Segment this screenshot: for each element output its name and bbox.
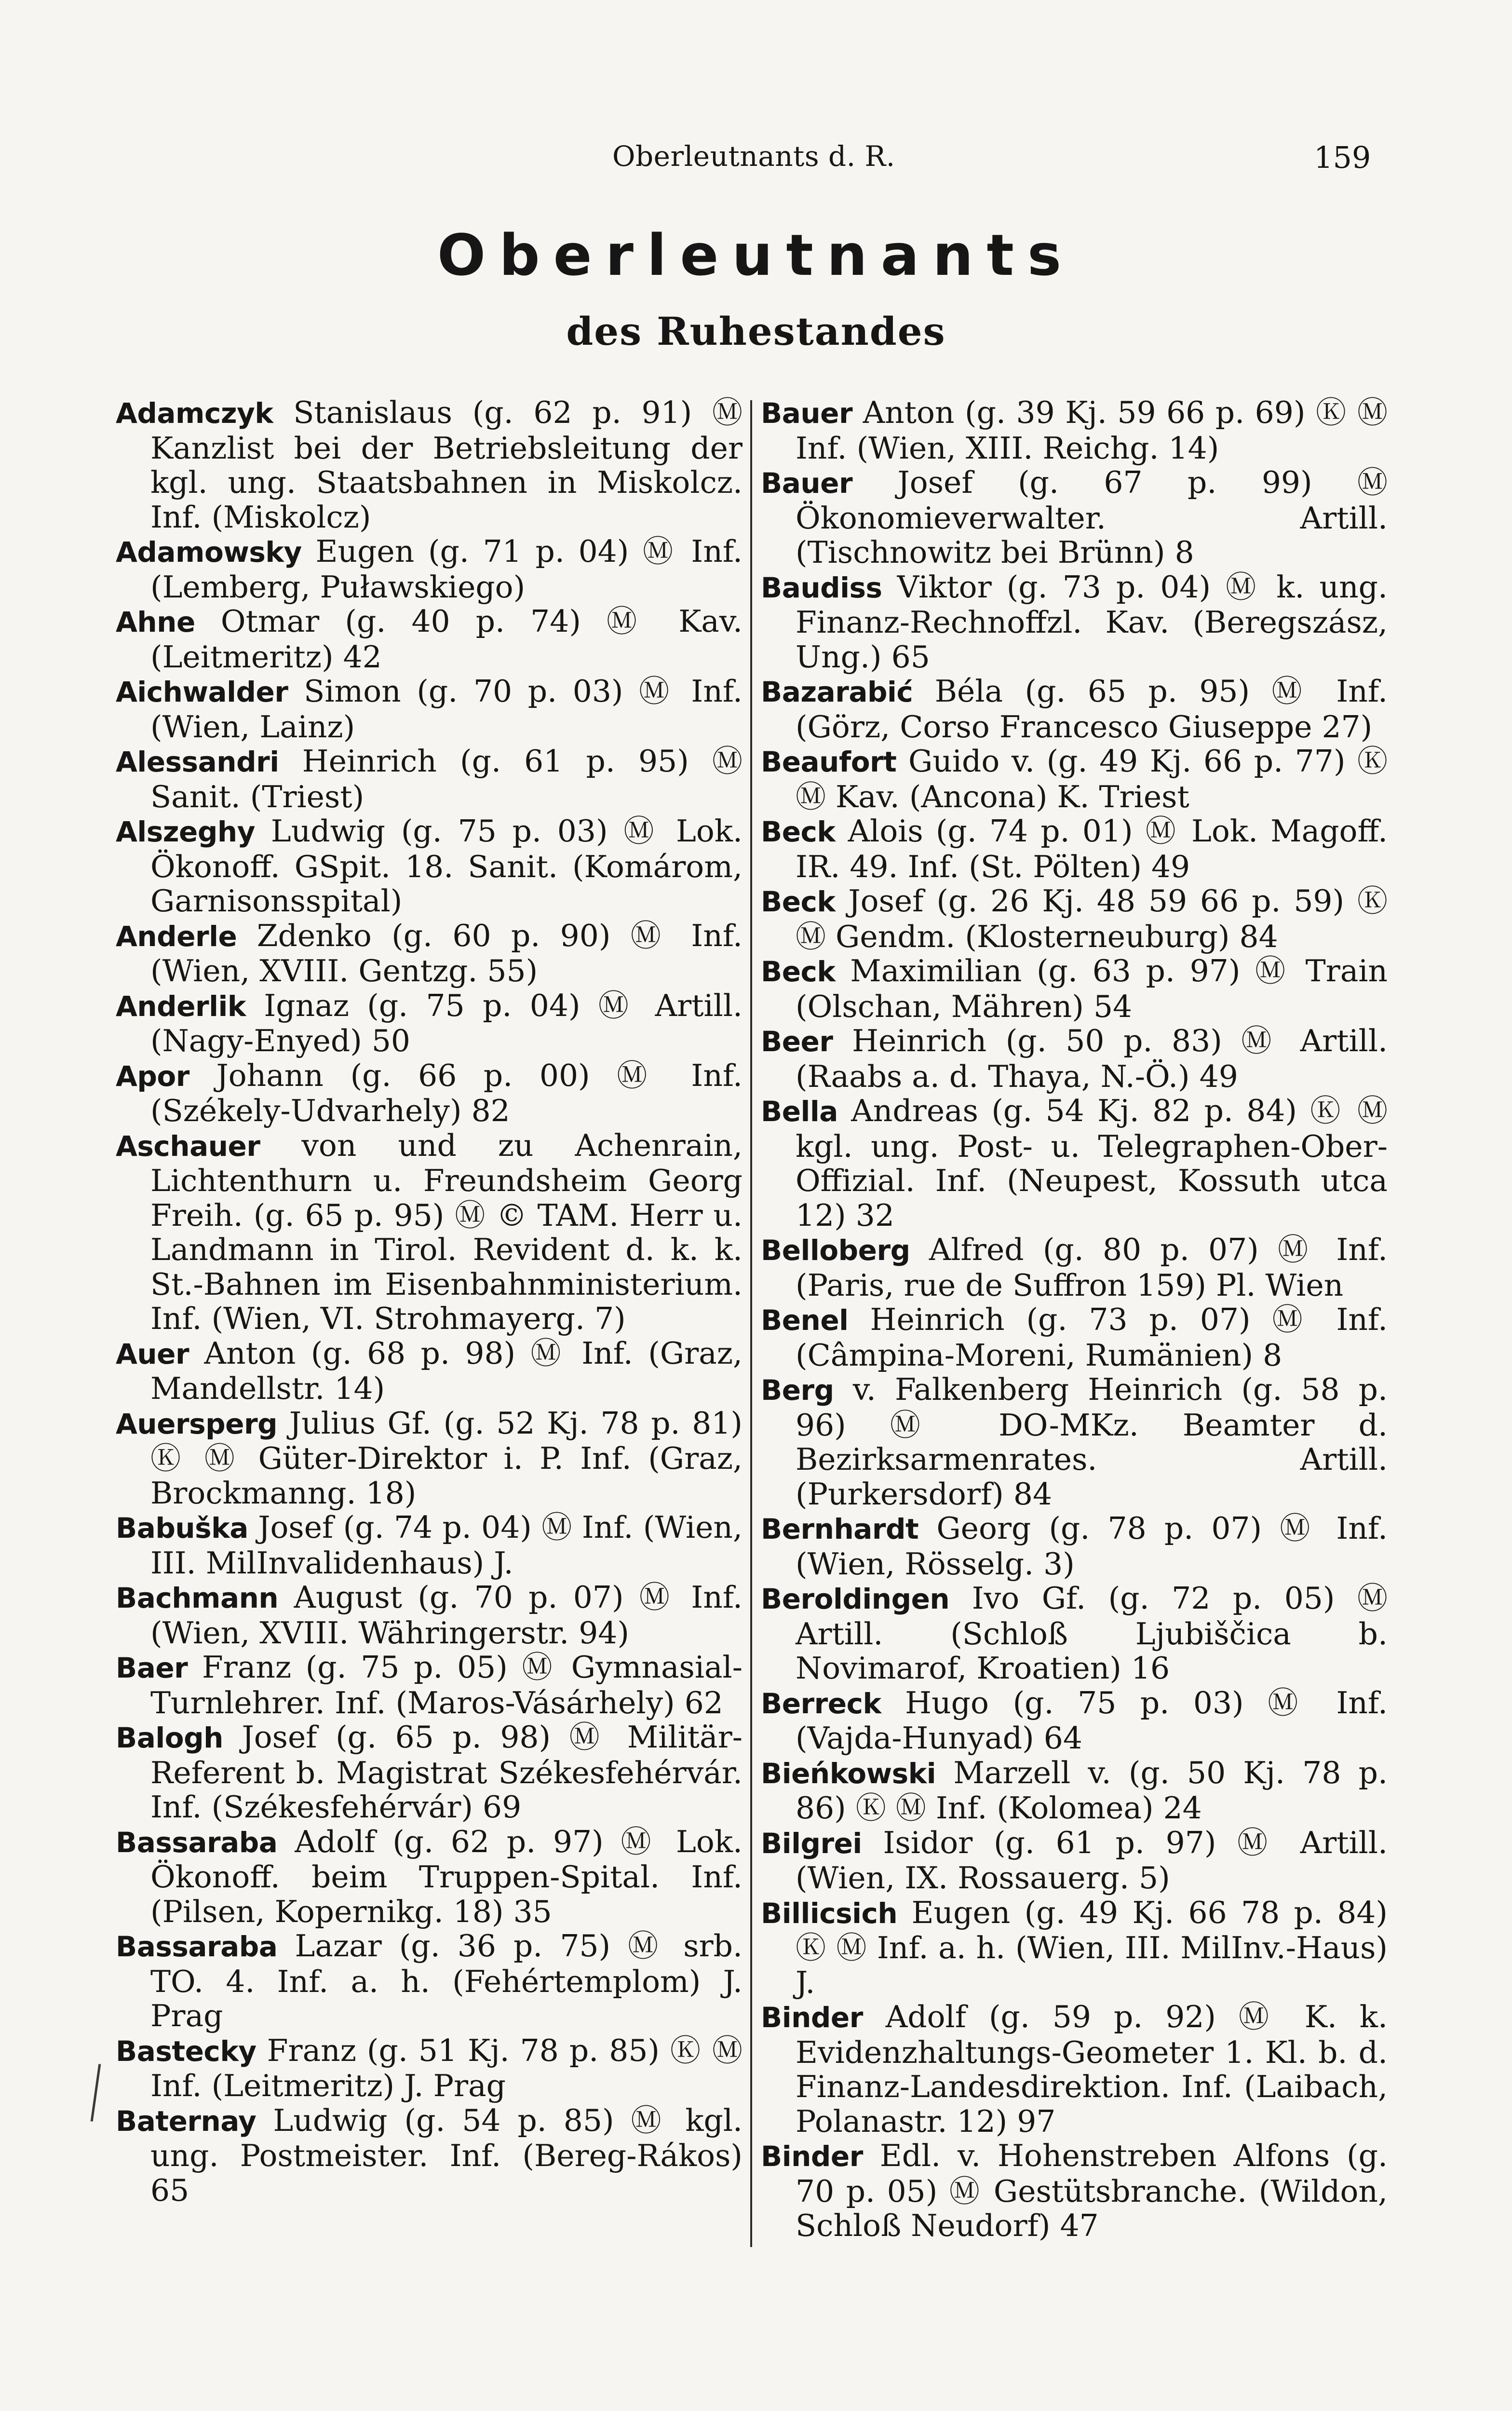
entry-surname: Bieńkowski <box>761 1757 936 1790</box>
entry-details: August (g. 70 p. 07) Ⓜ Inf. (Wien, XVIII. Währingerstr. 94) <box>150 1580 742 1651</box>
entry-details: Alois (g. 74 p. 01) Ⓜ Lok. Magoff. IR. 49. Inf. (St. Pölten) 49 <box>796 813 1388 884</box>
left-column <box>116 395 742 2208</box>
entry-surname: Bassaraba <box>116 1930 278 1963</box>
list-item <box>116 744 742 814</box>
entry-details: Josef (g. 26 Kj. 48 59 66 p. 59) Ⓚ Ⓜ Gendm. (Klosterneuburg) 84 <box>796 883 1388 954</box>
list-item <box>116 1510 742 1580</box>
entry-details: Franz (g. 75 p. 05) Ⓜ Gymnasial-Turnlehrer. Inf. (Maros-Vásárhely) 62 <box>150 1650 742 1720</box>
entry-surname: Berreck <box>761 1687 881 1720</box>
list-item <box>761 1686 1388 1756</box>
entry-details: Stanislaus (g. 62 p. 91) Ⓜ Kanzlist bei der Betriebsleitung der kgl. ung. Staatsbahnen in Miskolcz. Inf. (Miskolcz) <box>150 395 742 535</box>
list-item <box>116 2033 742 2103</box>
entry-surname: Beaufort <box>761 745 897 778</box>
list-item <box>761 744 1388 814</box>
list-item <box>116 1720 742 1825</box>
entry-details: Franz (g. 51 Kj. 78 p. 85) Ⓚ Ⓜ Inf. (Leitmeritz) J. Prag <box>150 2032 742 2103</box>
entry-surname: Benel <box>761 1304 849 1337</box>
list-item <box>761 1094 1388 1233</box>
list-item <box>761 1581 1388 1686</box>
entry-details: Josef (g. 74 p. 04) Ⓜ Inf. (Wien, III. MilInvalidenhaus) J. <box>150 1510 743 1581</box>
list-item <box>116 1058 742 1128</box>
entry-surname: Bassaraba <box>116 1826 278 1859</box>
entry-details: Heinrich (g. 73 p. 07) Ⓜ Inf. (Câmpina-Moreni, Rumänien) 8 <box>796 1302 1388 1373</box>
entry-details: Edl. v. Hohenstreben Alfons (g. 70 p. 05) Ⓜ Gestütsbranche. (Wildon, Schloß Neudorf) 47 <box>796 2138 1388 2243</box>
entry-details: Josef (g. 67 p. 99) Ⓜ Ökonomieverwalter. Artill. (Tischnowitz bei Brünn) 8 <box>796 465 1388 570</box>
entry-details: Marzell v. (g. 50 Kj. 78 p. 86) Ⓚ Ⓜ Inf. (Kolomea) 24 <box>796 1755 1388 1826</box>
list-item <box>116 1336 742 1406</box>
list-item <box>116 1128 742 1336</box>
section-title: Oberleutnants <box>437 222 1075 288</box>
entry-details: Isidor (g. 61 p. 97) Ⓜ Artill. (Wien, IX. Rossauerg. 5) <box>796 1825 1388 1896</box>
list-item <box>761 465 1388 570</box>
entry-details: Eugen (g. 71 p. 04) Ⓜ Inf. (Lemberg, Puławskiego) <box>150 534 742 605</box>
entry-surname: Apor <box>116 1059 189 1093</box>
entry-details: Anton (g. 68 p. 98) Ⓜ Inf. (Graz, Mandellstr. 14) <box>150 1335 742 1406</box>
entry-surname: Balogh <box>116 1721 223 1754</box>
entry-surname: Alszeghy <box>116 815 256 848</box>
entry-details: Anton (g. 39 Kj. 59 66 p. 69) Ⓚ Ⓜ Inf. (Wien, XIII. Reichg. 14) <box>796 395 1388 466</box>
entry-details: Béla (g. 65 p. 95) Ⓜ Inf. (Görz, Corso Francesco Giuseppe 27) <box>796 674 1388 745</box>
list-item <box>761 2000 1388 2139</box>
entry-surname: Auersperg <box>116 1407 278 1440</box>
entry-details: Guido v. (g. 49 Kj. 66 p. 77) Ⓚ Ⓜ Kav. (Ancona) K. Triest <box>796 744 1388 814</box>
list-item <box>116 674 742 744</box>
entry-surname: Binder <box>761 2001 863 2034</box>
entry-details: Andreas (g. 54 Kj. 82 p. 84) Ⓚ Ⓜ kgl. ung. Post- u. Telegraphen-Ober-Offizial. Inf. (Neupest, Kossuth utca 12) 32 <box>796 1093 1388 1233</box>
column-divider <box>750 400 752 2247</box>
entry-details: Ivo Gf. (g. 72 p. 05) Ⓜ Artill. (Schloß Ljubiščica b. Novimarof, Kroatien) 16 <box>796 1581 1388 1686</box>
entry-details: Josef (g. 65 p. 98) Ⓜ Militär-Referent b. Magistrat Székesfehérvár. Inf. (Székesfehérvár) 69 <box>150 1720 742 1825</box>
entry-surname: Baer <box>116 1652 188 1684</box>
entry-details: Eugen (g. 49 Kj. 66 78 p. 84) Ⓚ Ⓜ Inf. a. h. (Wien, III. MilInv.-Haus) J. <box>796 1895 1388 2000</box>
list-item <box>116 1406 742 1511</box>
entry-surname: Bauer <box>761 467 853 500</box>
entry-surname: Baternay <box>116 2104 256 2138</box>
entry-surname: Beck <box>761 885 836 918</box>
entry-details: Julius Gf. (g. 52 Kj. 78 p. 81) Ⓚ Ⓜ Güter-Direktor i. P. Inf. (Graz, Brockmanng. 18) <box>150 1405 743 1511</box>
entry-details: Lazar (g. 36 p. 75) Ⓜ srb. TO. 4. Inf. a. h. (Fehértemplom) J. Prag <box>150 1928 742 2033</box>
list-item <box>761 1024 1388 1094</box>
entry-surname: Aschauer <box>116 1129 260 1163</box>
entry-details: Ludwig (g. 54 p. 85) Ⓜ kgl. ung. Postmeister. Inf. (Bereg-Rákos) 65 <box>150 2102 742 2208</box>
entry-details: Hugo (g. 75 p. 03) Ⓜ Inf. (Vajda-Hunyad) 64 <box>796 1685 1388 1756</box>
list-item <box>116 1580 742 1650</box>
entry-surname: Bastecky <box>116 2034 256 2068</box>
margin-pencil-mark <box>91 2064 101 2122</box>
entry-details: Adolf (g. 62 p. 97) Ⓜ Lok. Ökonoff. beim Truppen-Spital. Inf. (Pilsen, Kopernikg. 18) 35 <box>150 1824 742 1929</box>
entry-details: Otmar (g. 40 p. 74) Ⓜ Kav. (Leitmeritz) 42 <box>150 604 742 675</box>
list-item <box>116 814 742 919</box>
entry-details: Simon (g. 70 p. 03) Ⓜ Inf. (Wien, Lainz) <box>150 674 742 745</box>
entry-surname: Baudiss <box>761 571 882 604</box>
list-item <box>761 1372 1388 1511</box>
entry-details: Heinrich (g. 61 p. 95) Ⓜ Sanit. (Triest) <box>150 744 742 814</box>
right-column <box>761 395 1388 2243</box>
list-item <box>761 954 1388 1024</box>
list-item <box>761 814 1388 884</box>
list-item <box>116 1929 742 2033</box>
list-item <box>116 604 742 674</box>
entry-details: Adolf (g. 59 p. 92) Ⓜ K. k. Evidenzhaltungs-Geometer 1. Kl. b. d. Finanz-Landesdirektion. Inf. (Laibach, Polanastr. 12) 97 <box>796 1999 1388 2139</box>
entry-surname: Bernhardt <box>761 1513 919 1545</box>
entry-surname: Alessandri <box>116 745 279 778</box>
entry-surname: Adamczyk <box>116 397 273 430</box>
list-item <box>116 2103 742 2208</box>
entry-surname: Beroldingen <box>761 1583 950 1615</box>
entry-details: Maximilian (g. 63 p. 97) Ⓜ Train (Olschan, Mähren) 54 <box>796 953 1388 1024</box>
list-item <box>761 395 1388 465</box>
entry-surname: Bazarabić <box>761 676 913 708</box>
entry-details: Ludwig (g. 75 p. 03) Ⓜ Lok. Ökonoff. GSpit. 18. Sanit. (Komárom, Garnisonsspital) <box>150 813 742 919</box>
entry-details: Ignaz (g. 75 p. 04) Ⓜ Artill. (Nagy-Enyed) 50 <box>150 988 743 1058</box>
list-item <box>761 2139 1388 2243</box>
entry-details: Alfred (g. 80 p. 07) Ⓜ Inf. (Paris, rue de Suffron 159) Pl. Wien <box>796 1232 1388 1303</box>
entry-surname: Berg <box>761 1374 834 1407</box>
list-item <box>116 395 742 534</box>
list-item <box>116 989 742 1058</box>
list-item <box>116 919 742 989</box>
entry-surname: Anderlik <box>116 989 246 1023</box>
list-item <box>761 674 1388 744</box>
entry-surname: Bella <box>761 1095 838 1128</box>
entry-surname: Ahne <box>116 606 195 638</box>
list-item <box>761 1756 1388 1826</box>
running-head: Oberleutnants d. R. <box>612 140 895 173</box>
entry-surname: Billicsich <box>761 1896 898 1930</box>
list-item <box>116 534 742 604</box>
entry-details: von und zu Achenrain, Lichtenthurn u. Freundsheim Georg Freih. (g. 65 p. 95) Ⓜ © TAM. Herr u. Landmann in Tirol. Revident d. k. k. St.-Bahnen im Eisenbahnministerium. Inf. (Wien, VI. Strohmayerg. 7) <box>150 1127 742 1336</box>
entry-surname: Bachmann <box>116 1582 279 1614</box>
entry-surname: Belloberg <box>761 1234 910 1267</box>
entry-surname: Anderle <box>116 920 237 953</box>
entry-surname: Adamowsky <box>116 536 302 569</box>
entry-surname: Beck <box>761 815 836 848</box>
list-item <box>116 1825 742 1929</box>
entry-details: Heinrich (g. 50 p. 83) Ⓜ Artill. (Raabs a. d. Thaya, N.-Ö.) 49 <box>796 1023 1388 1094</box>
list-item <box>761 570 1388 675</box>
list-item <box>761 1511 1388 1581</box>
entry-surname: Bilgrei <box>761 1827 862 1860</box>
entry-details: Zdenko (g. 60 p. 90) Ⓜ Inf. (Wien, XVIII. Gentzg. 55) <box>150 918 742 989</box>
entry-details: Georg (g. 78 p. 07) Ⓜ Inf. (Wien, Rösselg. 3) <box>796 1511 1388 1582</box>
list-item <box>761 1826 1388 1896</box>
entry-surname: Babuška <box>116 1512 248 1544</box>
list-item <box>761 1896 1388 2000</box>
entry-surname: Aichwalder <box>116 676 288 708</box>
entry-details: v. Falkenberg Heinrich (g. 58 p. 96) Ⓜ DO-MKz. Beamter d. Bezirksarmenrates. Artill. (Purkersdorf) 84 <box>796 1372 1388 1512</box>
page-number: 159 <box>1314 140 1371 175</box>
entry-surname: Auer <box>116 1337 189 1370</box>
list-item <box>116 1650 742 1720</box>
list-item <box>761 884 1388 954</box>
list-item <box>761 1302 1388 1372</box>
entry-surname: Binder <box>761 2140 863 2173</box>
entry-details: Viktor (g. 73 p. 04) Ⓜ k. ung. Finanz-Rechnoffzl. Kav. (Beregszász, Ung.) 65 <box>796 569 1388 675</box>
list-item <box>761 1233 1388 1302</box>
entry-surname: Beck <box>761 955 836 988</box>
entry-surname: Beer <box>761 1025 833 1058</box>
section-subtitle: des Ruhestandes <box>566 309 946 354</box>
entry-surname: Bauer <box>761 397 853 430</box>
entry-details: Johann (g. 66 p. 00) Ⓜ Inf. (Székely-Udvarhely) 82 <box>150 1057 742 1128</box>
